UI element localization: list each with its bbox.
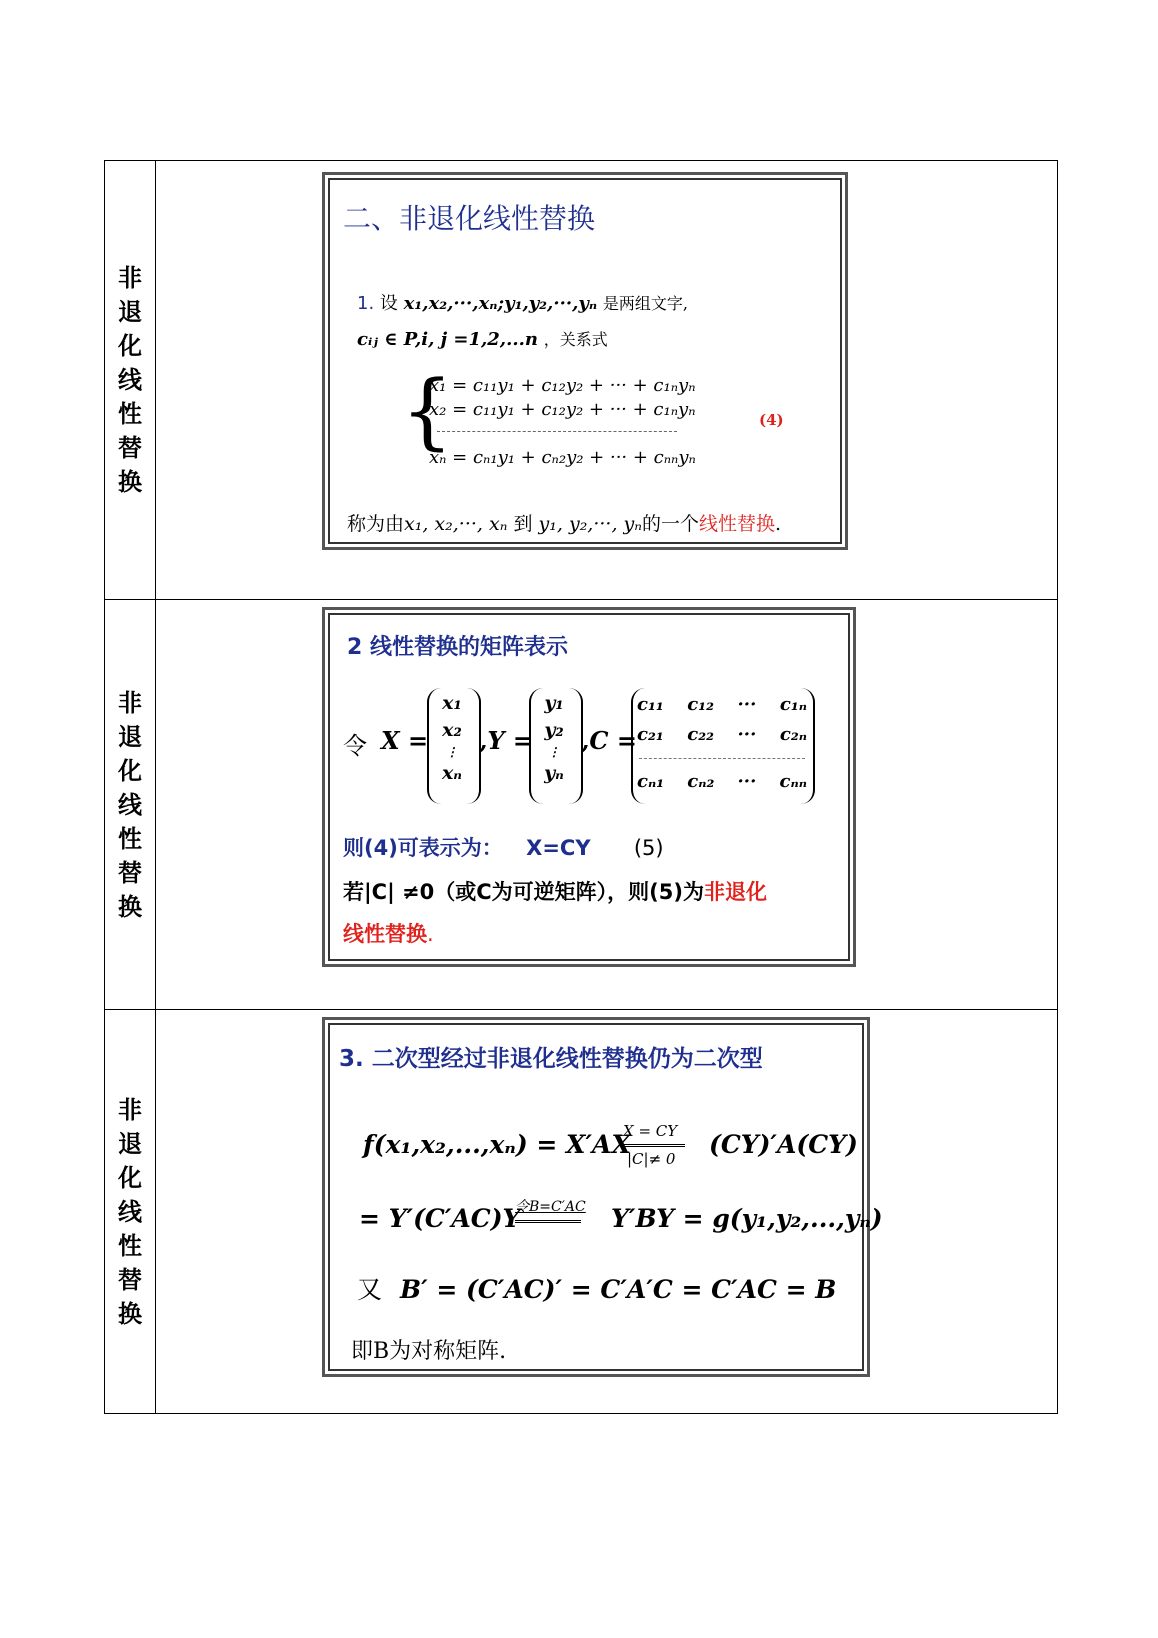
x-entry-1: x₁ [442,692,462,714]
slide-matrix-representation [328,613,850,961]
equation-x-cy: X=CY [526,836,591,860]
text-two-sets: 是两组文字, [602,294,688,313]
content-table [104,160,1058,1414]
item-number: 1. [357,293,375,314]
row-label-cell [105,600,156,1010]
matrix-form-line [343,832,664,862]
table-row [105,600,1058,1010]
slide-cell [156,1010,1058,1414]
c-nn: cₙₙ [779,771,807,792]
c-row-2 [637,724,807,754]
formula-line-1-rhs: (CY)′A(CY) [709,1130,858,1159]
substitution-double-line [623,1144,685,1147]
let-text: 令 [343,732,367,760]
equation-2: x₂ = c₁₁y₁ + c₁₂y₂ + ··· + c₁ₙyₙ [429,399,696,420]
highlight-term-2: 线性替换 [343,922,427,946]
c-21: c₂₁ [637,724,664,745]
c-12: c₁₂ [687,694,714,715]
c-label: ,C = [581,726,637,755]
slide-title: 2 线性替换的矩阵表示 [347,635,568,660]
c-22: c₂₂ [687,724,714,745]
table-row [105,1010,1058,1414]
formula-line-1-lhs: f(x₁,x₂,...,xₙ) = X′AX [363,1130,631,1159]
slide-cell [156,600,1058,1010]
x-entry-dots: ⋮ [446,745,458,759]
y-vector [529,690,579,787]
formula-line-2-rhs: Y′BY = g(y₁,y₂,...,yₙ) [611,1204,883,1233]
conclusion-line: 即B为对称矩阵. [351,1339,507,1364]
c-row-n [637,771,807,801]
text-period: . [427,922,434,946]
equation-ellipsis-line [437,431,677,432]
c-1n: c₁ₙ [779,694,807,715]
formula-line-3 [357,1270,836,1306]
x-entry-2: x₂ [442,719,462,741]
c-dots-1: ··· [737,694,757,715]
c-row-1 [637,694,807,724]
definition-conclusion [347,509,781,536]
row-label: 非退化线性替换 [118,264,142,496]
definition-line-2 [357,327,608,350]
row-label: 非退化线性替换 [118,1095,142,1328]
math-x-list: x₁, x₂,···, xₙ [404,513,508,535]
y-entry-2: y₂ [544,719,564,741]
row-label-cell [105,1010,156,1414]
text-period: . [775,513,782,535]
text-relation: ，关系式 [543,330,608,349]
text-also: 又 [357,1275,383,1304]
definition-double-line [515,1220,581,1223]
text-condition: 若|C| ≠0（或C为可逆矩阵），则(5)为 [343,880,704,904]
slide-cell [156,161,1058,600]
table-row [105,161,1058,600]
equation-label: (5) [633,836,664,860]
x-entry-n: xₙ [441,762,463,784]
c-2n: c₂ₙ [779,724,807,745]
c-dots-2: ··· [737,724,757,745]
x-vector [427,690,477,787]
condition-line [343,876,767,906]
c-dots-n: ··· [737,771,757,792]
left-brace: { [401,364,454,459]
equation-1: x₁ = c₁₁y₁ + c₁₂y₂ + ··· + c₁ₙyₙ [429,375,696,396]
text-she: 设 [379,293,398,314]
y-entry-dots: ⋮ [548,745,560,759]
c-11: c₁₁ [637,694,664,715]
row-label: 非退化线性替换 [118,688,142,921]
equation-n: xₙ = cₙ₁y₁ + cₙ₂y₂ + ··· + cₙₙyₙ [429,447,696,468]
definition-line-1 [357,289,688,315]
text-a: 的一个 [641,513,699,535]
math-y-list: y₁, y₂,···, yₙ [538,513,642,535]
formula-line-2-lhs: = Y′(C′AC)Y [359,1204,521,1233]
c-n2: cₙ₂ [687,771,715,792]
substitution-bottom: |C|≠ 0 [627,1150,676,1168]
highlight-term: 线性替换 [699,513,776,535]
math-vars: x₁,x₂,···,xₙ;y₁,y₂,···,yₙ [403,293,598,314]
slide-nondegenerate-definition [328,178,842,544]
equation-symmetric: B′ = (C′AC)′ = C′A′C = C′AC = B [399,1275,837,1304]
text-expressed-as: 则(4)可表示为： [343,836,503,860]
equation-label: (4) [759,411,784,429]
highlight-term-1: 非退化 [704,880,767,904]
row-label-cell [105,161,156,600]
x-label: X = [381,726,429,755]
c-row-ellipsis [639,758,805,759]
y-entry-n: yₙ [544,762,564,784]
substitution-top: X = CY [623,1122,678,1140]
condition-line-2 [343,918,434,948]
c-matrix [637,694,807,801]
c-n1: cₙ₁ [637,771,665,792]
definition-top: 令B=C′AC [515,1199,586,1215]
y-label: ,Y = [479,726,533,755]
math-cij: cᵢⱼ ∈ P,i, j =1,2,...n [357,329,538,350]
slide-quadratic-form [328,1023,883,1371]
slide-title: 二、非退化线性替换 [343,202,596,235]
text-called: 称为由 [347,513,405,535]
slide-title: 3. 二次型经过非退化线性替换仍为二次型 [339,1046,763,1072]
text-to: 到 [513,513,533,535]
y-entry-1: y₁ [544,692,564,714]
